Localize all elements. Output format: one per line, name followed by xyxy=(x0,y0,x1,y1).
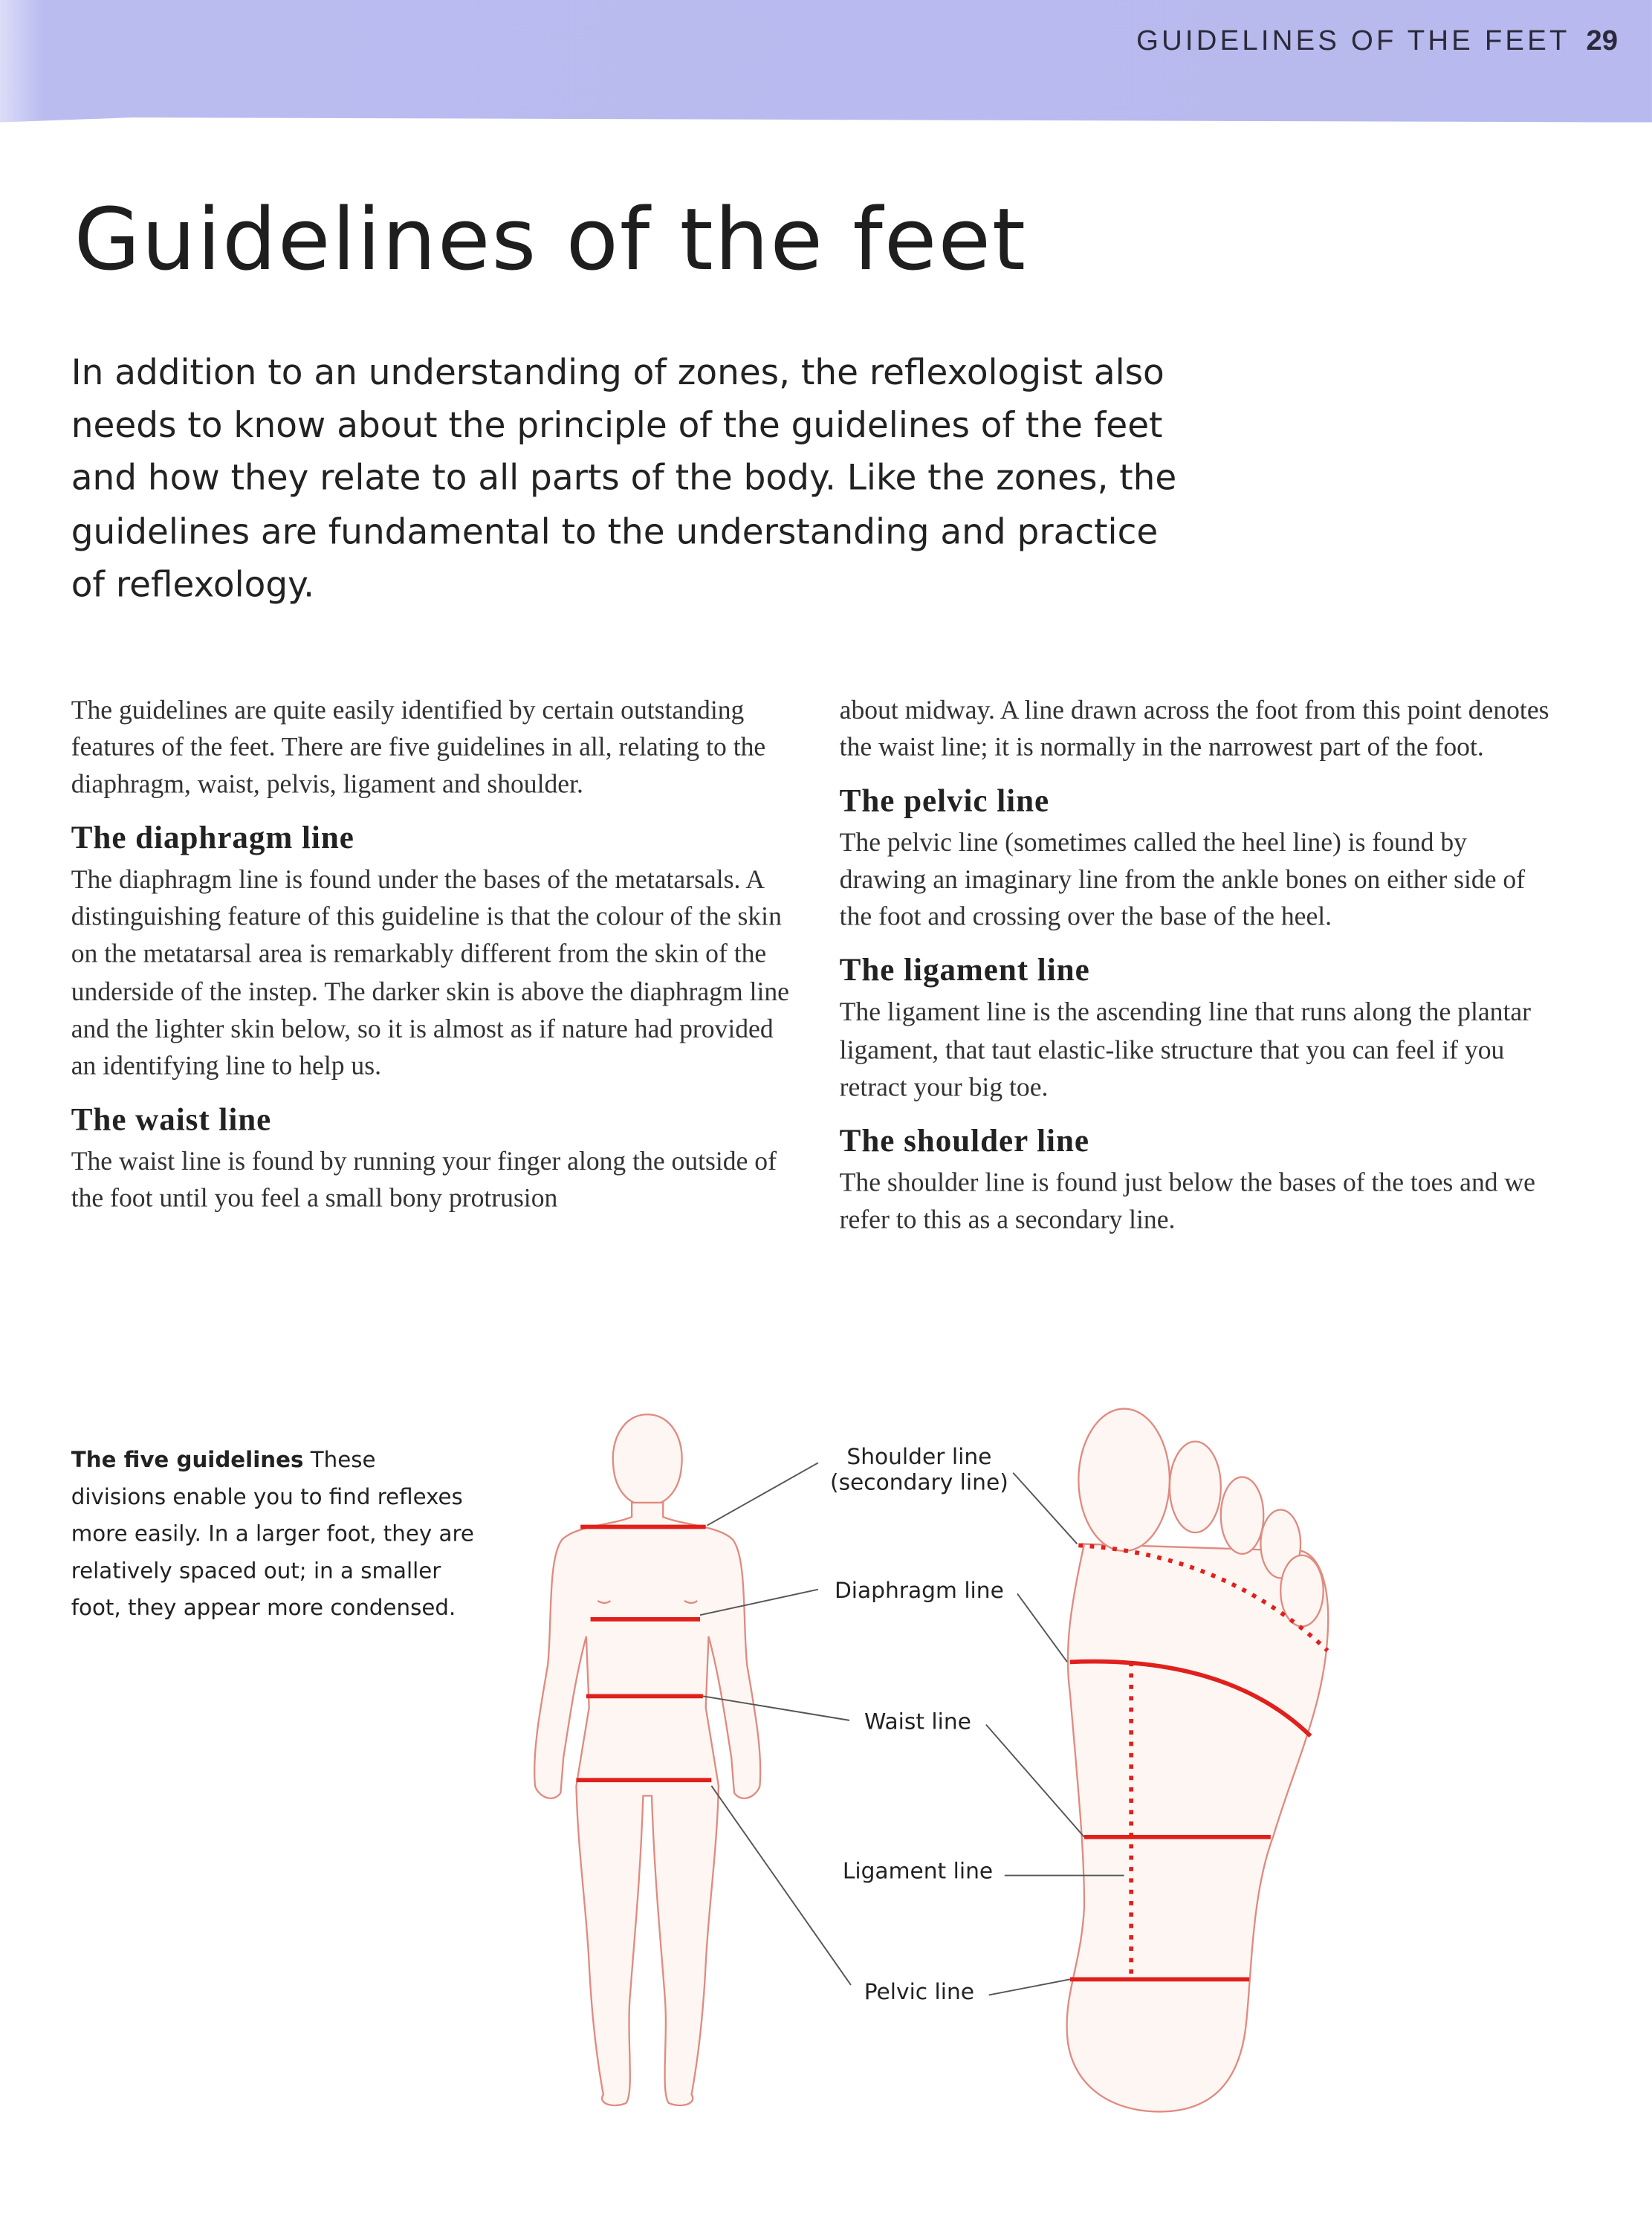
caption-lead: The five guidelines xyxy=(71,1447,304,1473)
text-waist: The waist line is found by running your finger along the outside of the foot until you feel a small bony protrusion xyxy=(71,1146,777,1214)
heading-pelvic: The pelvic line xyxy=(839,783,1050,819)
text-shoulder: The shoulder line is found just below the bases of the toes and we refer to this as a secondary line. xyxy=(839,1168,1535,1235)
label-ligament-line: Ligament line xyxy=(842,1857,994,1884)
body-figure xyxy=(534,1414,760,2105)
page-title: Guidelines of the feet xyxy=(74,190,1027,291)
foot-figure xyxy=(1067,1409,1329,2112)
label-waist-line: Waist line xyxy=(864,1708,971,1735)
heading-shoulder: The shoulder line xyxy=(839,1122,1089,1159)
text-waist-continued: about midway. A line drawn across the foot from this point denotes the waist line; it is normally in the narrowest part of the foot. xyxy=(839,696,1549,763)
label-pelvic-line: Pelvic line xyxy=(864,1978,975,2005)
heading-ligament: The ligament line xyxy=(839,952,1090,988)
text-diaphragm: The diaphragm line is found under the bases of the metatarsals. A distinguishing feature of this guideline is that the colour of the skin on the metatarsal area is remarkably different from the skin of the underside of the instep. The darker skin is above the diaphragm line and the lighter skin below, so it is almost as if nature had provided an identifying line to help us. xyxy=(71,865,790,1081)
label-diaphragm-line: Diaphragm line xyxy=(834,1577,1004,1604)
intro-paragraph: In addition to an understanding of zones, the reflexologist also needs to know about the principle of the guidelines of the feet and how they relate to all parts of the body. Like the zones, the guidelines are fundamental to the understanding and practice of reflexology. xyxy=(71,351,1177,605)
label-shoulder-secondary: (secondary line) xyxy=(830,1469,1008,1495)
page-number: 29 xyxy=(1586,25,1619,57)
heading-diaphragm: The diaphragm line xyxy=(71,820,354,856)
caption-text: These divisions enable you to find reflexes more easily. In a larger foot, they are relatively spaced out; in a smaller foot, they appear more condensed. xyxy=(71,1447,474,1621)
heading-waist: The waist line xyxy=(71,1101,272,1137)
text-pelvic: The pelvic line (sometimes called the heel line) is found by drawing an imaginary line from the ankle bones on either side of the foot and crossing over the base of the heel. xyxy=(839,828,1526,933)
text-ligament: The ligament line is the ascending line that runs along the plantar ligament, that taut elastic-like structure that you can feel if you retract your big toe. xyxy=(839,998,1532,1103)
label-shoulder-line: Shoulder line xyxy=(846,1443,992,1470)
opening-paragraph: The guidelines are quite easily identified by certain outstanding features of the feet. There are five guidelines in all, relating to the diaphragm, waist, pelvis, ligament and shoulder. xyxy=(71,696,766,800)
running-title: GUIDELINES OF THE FEET xyxy=(1136,25,1570,57)
